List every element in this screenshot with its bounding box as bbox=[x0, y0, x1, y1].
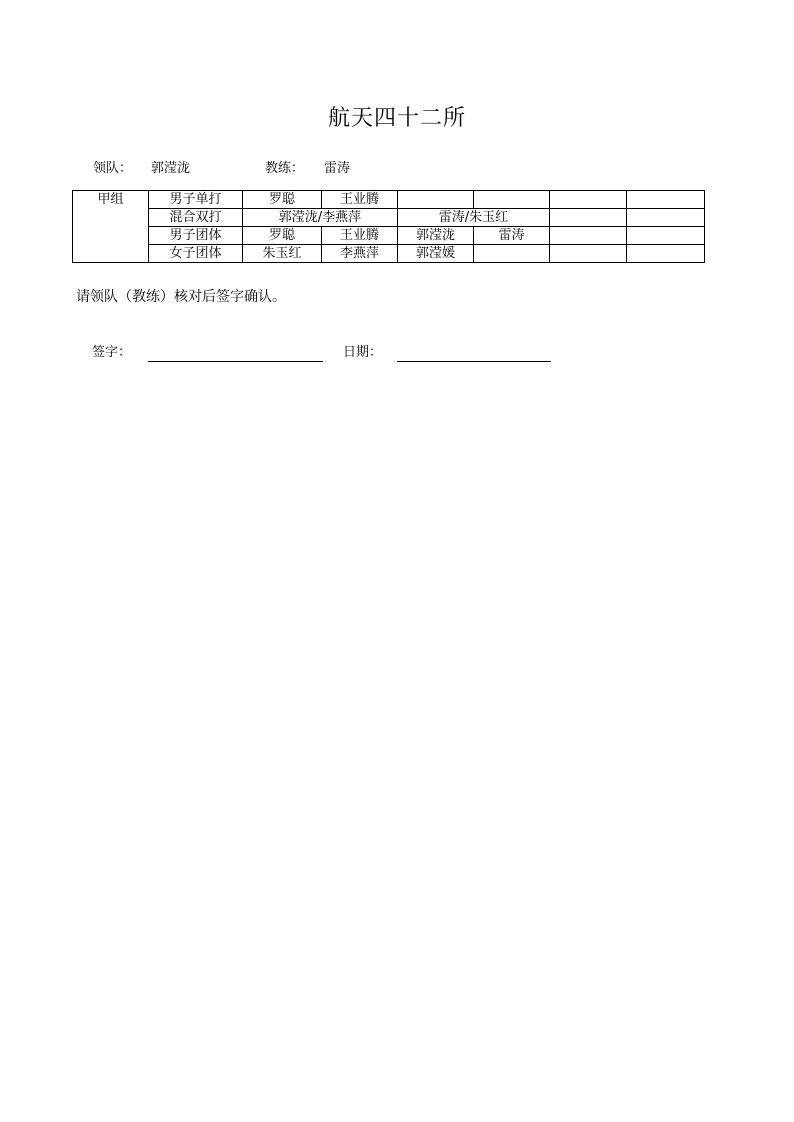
table-row bbox=[73, 227, 705, 245]
player-cell: 郭滢泷 bbox=[398, 227, 474, 245]
player-cell: 罗聪 bbox=[243, 191, 322, 209]
table-row bbox=[73, 245, 705, 263]
player-cell: 雷涛 bbox=[474, 227, 550, 245]
coach-name: 雷涛 bbox=[324, 161, 351, 176]
player-cell: 郭滢媛 bbox=[398, 245, 474, 263]
player-cell: 王业腾 bbox=[322, 227, 398, 245]
player-cell: 罗聪 bbox=[243, 227, 322, 245]
event-cell: 男子单打 bbox=[149, 191, 243, 209]
table-row bbox=[73, 191, 705, 209]
pair-cell: 郭滢泷/李燕萍 bbox=[243, 209, 398, 227]
signature-line[interactable] bbox=[148, 361, 323, 362]
roster-table bbox=[72, 190, 705, 263]
player-cell bbox=[627, 191, 705, 209]
coach-label: 教练： bbox=[265, 161, 305, 176]
pair-cell: 雷涛/朱玉红 bbox=[398, 209, 550, 227]
player-cell bbox=[550, 227, 627, 245]
group-cell: 甲组 bbox=[73, 191, 149, 263]
player-cell bbox=[550, 209, 627, 227]
signature-label: 签字： bbox=[92, 345, 132, 360]
player-cell bbox=[550, 191, 627, 209]
date-label: 日期： bbox=[343, 345, 383, 360]
player-cell: 李燕萍 bbox=[322, 245, 398, 263]
player-cell bbox=[474, 191, 550, 209]
leader-name: 郭滢泷 bbox=[151, 161, 191, 176]
confirmation-note: 请领队（教练）核对后签字确认。 bbox=[76, 289, 286, 305]
event-cell: 男子团体 bbox=[149, 227, 243, 245]
player-cell bbox=[550, 245, 627, 263]
player-cell bbox=[398, 191, 474, 209]
page-title: 航天四十二所 bbox=[327, 106, 466, 131]
player-cell bbox=[627, 209, 705, 227]
player-cell bbox=[627, 227, 705, 245]
player-cell: 朱玉红 bbox=[243, 245, 322, 263]
player-cell: 王业腾 bbox=[322, 191, 398, 209]
date-line[interactable] bbox=[397, 361, 551, 362]
table-row bbox=[73, 209, 705, 227]
event-cell: 混合双打 bbox=[149, 209, 243, 227]
player-cell bbox=[474, 245, 550, 263]
player-cell bbox=[627, 245, 705, 263]
event-cell: 女子团体 bbox=[149, 245, 243, 263]
leader-label: 领队： bbox=[93, 161, 133, 176]
